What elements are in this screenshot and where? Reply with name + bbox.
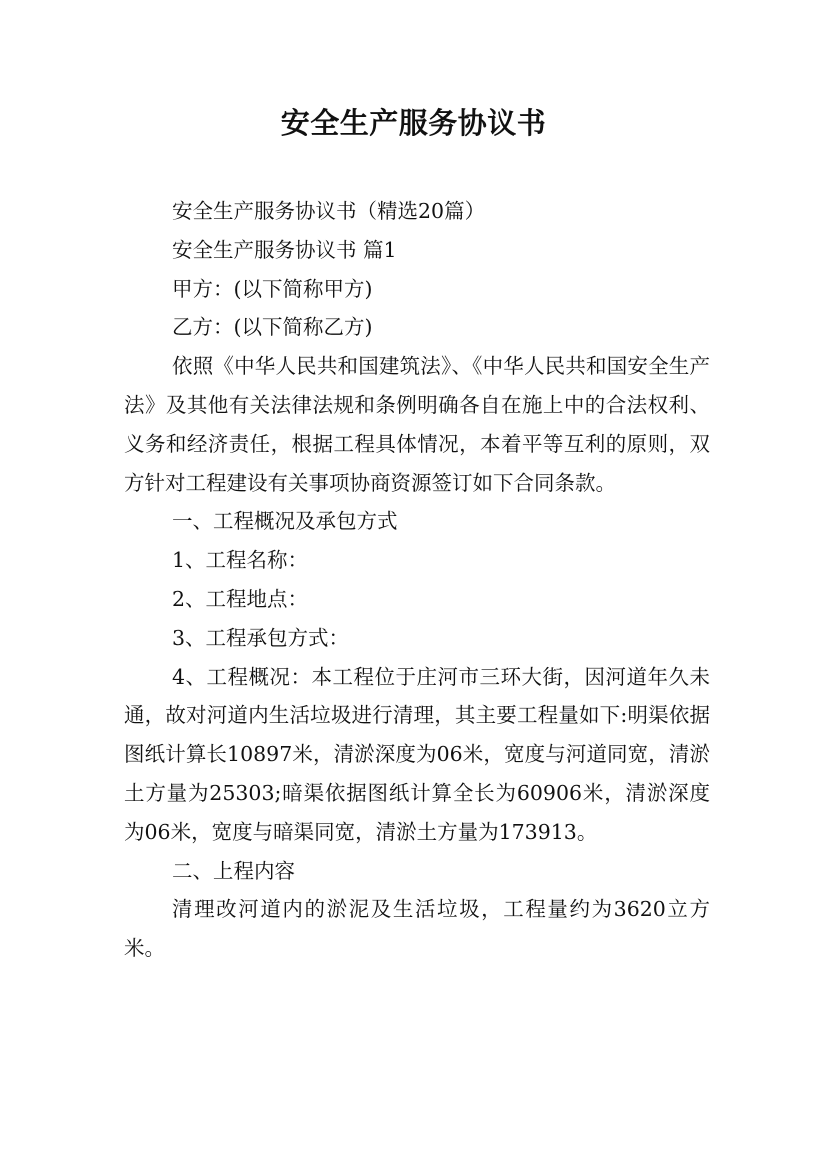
paragraph-collection-heading: 安全生产服务协议书（精选20篇） <box>172 199 486 223</box>
document-body <box>124 192 710 968</box>
paragraph-party-a: 甲方：(以下简称甲方) <box>172 276 373 301</box>
paragraph-party-b: 乙方：(以下简称乙方) <box>172 315 373 340</box>
paragraph-content: 清理改河道内的淤泥及生活垃圾，工程量约为3620立方米。 <box>124 897 710 961</box>
section-heading-content: 二、上程内容 <box>172 858 295 883</box>
document-title: 安全生产服务协议书 <box>280 106 547 140</box>
paragraph-chapter-heading: 安全生产服务协议书 篇1 <box>172 237 397 262</box>
paragraph-preamble: 依照《中华人民共和国建筑法》、《中华人民共和国安全生产法》及其他有关法律法规和条例明确各自在施上中的合法权利、义务和经济责任，根据工程具体情况，本着平等互利的原则，双方针对工程建设有关事项协商资源签订如下合同条款。 <box>124 354 710 495</box>
paragraph-item-2: 2、工程地点： <box>172 586 309 611</box>
section-heading-overview: 一、工程概况及承包方式 <box>172 509 398 534</box>
paragraph-item-3: 3、工程承包方式： <box>172 625 350 650</box>
paragraph-item-1: 1、工程名称： <box>172 548 309 573</box>
paragraph-item-4: 4、工程概况：本工程位于庄河市三环大街，因河道年久未通，故对河道内生活垃圾进行清理，其主要工程量如下:明渠依据图纸计算长10897米，清淤深度为06米，宽度与河道同宽，清淤土方量为25303;暗渠依据图纸计算全长为60906米，清淤深度为06米，宽度与暗渠同宽，清淤土方量为173913。 <box>124 664 710 844</box>
